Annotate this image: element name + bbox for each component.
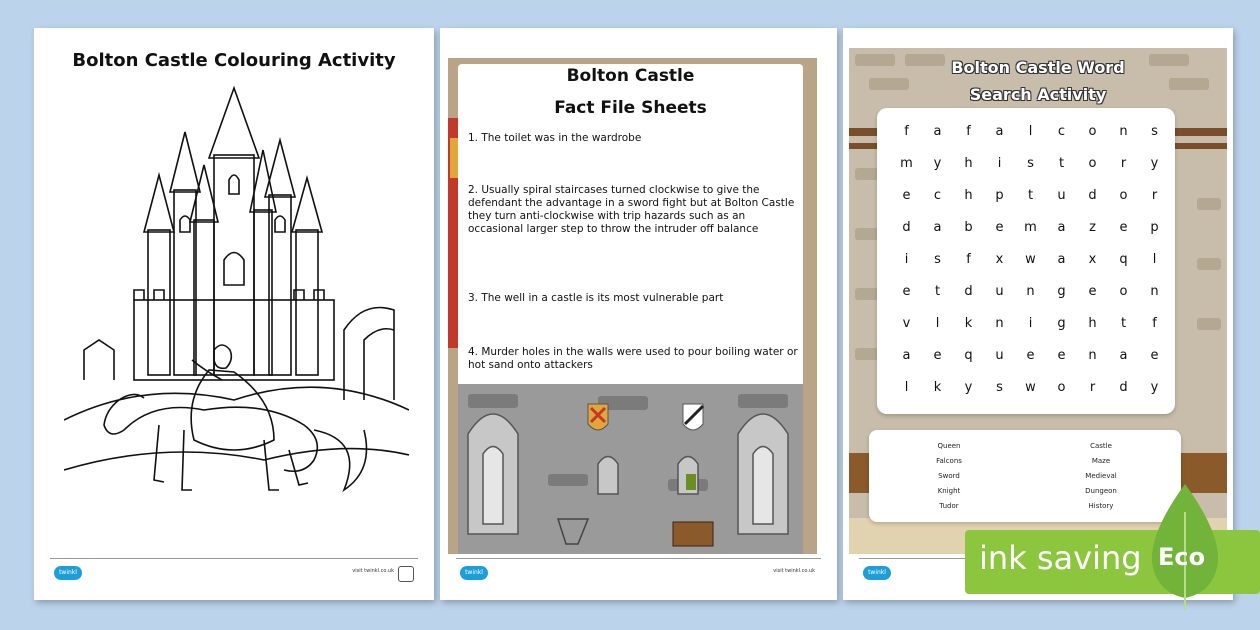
- grid-letter: s: [1151, 124, 1158, 139]
- grid-letter: t: [934, 284, 941, 299]
- grid-letter: c: [933, 188, 942, 203]
- grid-letter: y: [933, 156, 942, 171]
- grid-letter: w: [1025, 252, 1036, 267]
- stamp-icon: [398, 566, 414, 582]
- grid-letter: t: [1120, 316, 1127, 331]
- grid-letter: k: [964, 316, 973, 331]
- castle-interior-illustration: [458, 384, 803, 554]
- grid-letter: k: [933, 380, 942, 395]
- grid-row: [891, 372, 1167, 404]
- grid-letter: t: [1058, 156, 1065, 171]
- grid-letter: h: [964, 156, 973, 171]
- grid-letter: x: [995, 252, 1004, 267]
- grid-letter: a: [902, 348, 911, 363]
- grid-letter: d: [1119, 380, 1128, 395]
- grid-row: [891, 276, 1167, 308]
- eco-label: Eco: [1158, 543, 1206, 571]
- grid-letter: n: [1119, 124, 1128, 139]
- grid-letter: l: [1028, 124, 1033, 139]
- grid-letter: r: [1151, 188, 1158, 203]
- fact-2: 2. Usually spiral staircases turned clockwise to give the defendant the advantage in a sword fight but at Bolton Castle they turn anti-clockwise with trip hazards such as an occasional larger step to throw the intruder off balance: [468, 184, 795, 235]
- colouring-sheet: [34, 28, 434, 600]
- grid-letter: u: [995, 284, 1004, 299]
- word-item: Falcons: [936, 457, 962, 465]
- grid-letter: u: [995, 348, 1004, 363]
- grid-letter: g: [1057, 284, 1066, 299]
- grid-letter: e: [902, 188, 911, 203]
- grid-letter: a: [1057, 220, 1066, 235]
- grid-letter: g: [1057, 316, 1066, 331]
- word-search-title-line1: Bolton Castle Word: [951, 58, 1125, 77]
- grid-letter: o: [1088, 156, 1097, 171]
- footer-url: visit twinkl.co.uk: [352, 568, 394, 574]
- word-item: History: [1088, 502, 1114, 510]
- grid-row: [891, 116, 1167, 148]
- grid-letter: f: [966, 124, 971, 139]
- word-item: Medieval: [1085, 472, 1117, 480]
- grid-letter: o: [1057, 380, 1066, 395]
- grid-letter: a: [933, 124, 942, 139]
- grid-letter: d: [1088, 188, 1097, 203]
- grid-row: [891, 212, 1167, 244]
- grid-letter: o: [1119, 284, 1128, 299]
- grid-letter: e: [1057, 348, 1066, 363]
- footer-url: visit twinkl.co.uk: [773, 568, 815, 574]
- fact-card: [458, 64, 803, 414]
- grid-letter: y: [964, 380, 973, 395]
- grid-letter: b: [964, 220, 973, 235]
- twinkl-logo: twinkl: [863, 566, 891, 580]
- grid-letter: e: [995, 220, 1004, 235]
- grid-letter: f: [1152, 316, 1157, 331]
- grid-letter: s: [934, 252, 941, 267]
- grid-letter: e: [1119, 220, 1128, 235]
- fact-3: 3. The well in a castle is its most vulnerable part: [468, 292, 724, 304]
- grid-letter: d: [964, 284, 973, 299]
- grid-letter: p: [1150, 220, 1159, 235]
- grid-letter: a: [933, 220, 942, 235]
- grid-letter: f: [904, 124, 909, 139]
- grid-letter: w: [1025, 380, 1036, 395]
- grid-letter: u: [1057, 188, 1066, 203]
- grid-letter: h: [964, 188, 973, 203]
- grid-letter: l: [935, 316, 940, 331]
- fact-4: 4. Murder holes in the walls were used to pour boiling water or hot sand onto attackers: [468, 346, 798, 371]
- grid-letter: c: [1057, 124, 1066, 139]
- ink-saving-label: ink saving: [979, 539, 1142, 577]
- grid-letter: n: [1150, 284, 1159, 299]
- word-item: Sword: [938, 472, 960, 480]
- castle-princess-illustration: [64, 80, 409, 520]
- grid-letter: l: [1152, 252, 1157, 267]
- grid-letter: o: [1088, 124, 1097, 139]
- grid-letter: y: [1150, 156, 1159, 171]
- grid-letter: q: [964, 348, 973, 363]
- word-search-grid: [877, 108, 1175, 414]
- grid-letter: h: [1088, 316, 1097, 331]
- grid-letter: a: [995, 124, 1004, 139]
- footer: [44, 558, 424, 588]
- grid-letter: p: [995, 188, 1004, 203]
- word-item: Castle: [1090, 442, 1112, 450]
- grid-letter: e: [933, 348, 942, 363]
- fact-1: 1. The toilet was in the wardrobe: [468, 132, 642, 144]
- grid-letter: n: [1026, 284, 1035, 299]
- grid-letter: m: [900, 156, 913, 171]
- word-item: Dungeon: [1085, 487, 1117, 495]
- grid-row: [891, 340, 1167, 372]
- grid-letter: s: [996, 380, 1003, 395]
- grid-letter: q: [1119, 252, 1128, 267]
- fact-file-title-line1: Bolton Castle: [566, 66, 695, 86]
- grid-letter: a: [1119, 348, 1128, 363]
- twinkl-logo: twinkl: [54, 566, 82, 580]
- grid-letter: d: [902, 220, 911, 235]
- grid-letter: y: [1150, 380, 1159, 395]
- grid-letter: r: [1089, 380, 1096, 395]
- grid-letter: l: [904, 380, 909, 395]
- grid-letter: i: [997, 156, 1002, 171]
- grid-letter: n: [995, 316, 1004, 331]
- grid-letter: x: [1088, 252, 1097, 267]
- colouring-title: Bolton Castle Colouring Activity: [72, 50, 396, 71]
- grid-letter: i: [1028, 316, 1033, 331]
- grid-letter: o: [1119, 188, 1128, 203]
- grid-letter: e: [1150, 348, 1159, 363]
- word-item: Knight: [937, 487, 961, 495]
- word-item: Tudor: [939, 502, 959, 510]
- grid-letter: s: [1027, 156, 1034, 171]
- grid-row: [891, 244, 1167, 276]
- grid-letter: e: [1088, 284, 1097, 299]
- grid-letter: n: [1088, 348, 1097, 363]
- grid-letter: t: [1027, 188, 1034, 203]
- word-item: Maze: [1091, 457, 1111, 465]
- word-item: Queen: [937, 442, 961, 450]
- grid-letter: f: [966, 252, 971, 267]
- grid-letter: z: [1089, 220, 1096, 235]
- grid-letter: a: [1057, 252, 1066, 267]
- grid-row: [891, 180, 1167, 212]
- word-list: [869, 430, 1181, 522]
- twinkl-logo: twinkl: [460, 566, 488, 580]
- grid-letter: e: [1026, 348, 1035, 363]
- word-search-title-line2: Search Activity: [969, 85, 1107, 104]
- grid-letter: i: [904, 252, 909, 267]
- fact-file-sheet: [440, 28, 837, 600]
- grid-letter: m: [1024, 220, 1037, 235]
- grid-letter: v: [902, 316, 911, 331]
- grid-row: [891, 308, 1167, 340]
- grid-letter: e: [902, 284, 911, 299]
- grid-letter: r: [1120, 156, 1127, 171]
- fact-file-title-line2: Fact File Sheets: [554, 98, 707, 118]
- grid-row: [891, 148, 1167, 180]
- footer: [450, 558, 827, 588]
